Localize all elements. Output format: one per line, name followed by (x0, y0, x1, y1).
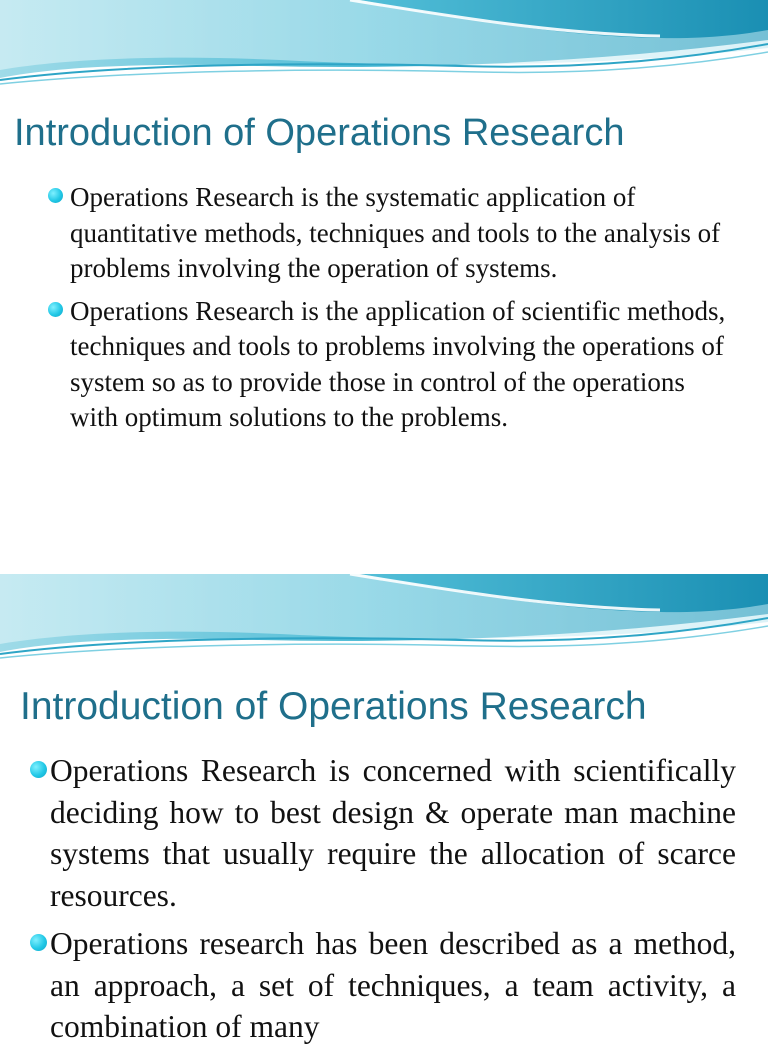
slide-2 (0, 574, 768, 1044)
slide-title: Introduction of Operations Research (20, 685, 647, 728)
bullet-item (48, 294, 738, 436)
bullet-list (30, 750, 736, 1055)
bullet-item (30, 750, 736, 916)
bullet-dot-icon (30, 934, 47, 951)
slide-header-wave-banner (0, 0, 768, 90)
slide-header-wave-banner (0, 574, 768, 664)
bullet-item (30, 923, 736, 1048)
bullet-dot-icon (48, 302, 63, 317)
bullet-text: Operations Research is the systematic application of quantitative methods, techniques and tools to the analysis of problems involving the operation of systems. (70, 182, 721, 283)
slide-title: Introduction of Operations Research (14, 112, 625, 154)
bullet-item (48, 180, 738, 287)
bullet-dot-icon (48, 188, 63, 203)
bullet-text: Operations research has been described as a method, an approach, a set of techniques, a team activity, a combination of many (50, 926, 736, 1044)
bullet-dot-icon (30, 761, 47, 778)
bullet-text: Operations Research is concerned with scientifically deciding how to best design & operate man machine systems that usually require the allocation of scarce resources. (50, 753, 736, 913)
bullet-list (48, 180, 738, 443)
bullet-text: Operations Research is the application of scientific methods, techniques and tools to problems involving the operations of system so as to provide those in control of the operations with optimum solutions to the problems. (70, 295, 726, 432)
